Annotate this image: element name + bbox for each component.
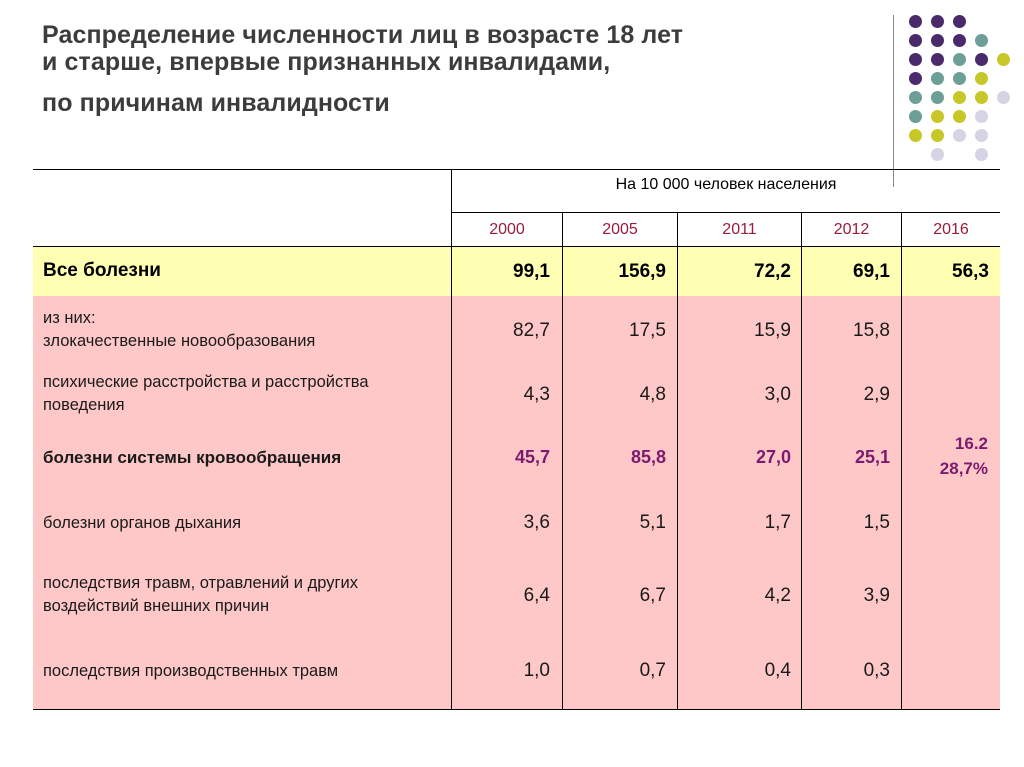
decorative-dot	[909, 53, 922, 66]
circulatory-2016	[902, 431, 988, 481]
injuries-2005: 6,7	[639, 585, 666, 606]
occupational-2011: 0,4	[764, 660, 791, 681]
table-bottom-border	[33, 709, 1000, 710]
total-value-2000: 99,1	[513, 261, 550, 282]
circulatory-2012: 25,1	[854, 447, 890, 467]
decorative-dot	[909, 15, 922, 28]
decorative-vertical-line	[893, 15, 894, 187]
circulatory-2016-value: 16.2	[954, 434, 988, 453]
decorative-dot	[953, 129, 966, 142]
units-header: На 10 000 человек населения	[615, 176, 837, 193]
respiratory-2011: 1,7	[764, 512, 791, 533]
total-value-2016: 56,3	[952, 261, 989, 282]
row-label-circulatory: болезни системы кровообращения	[43, 448, 342, 467]
row-label-respiratory: болезни органов дыхания	[43, 514, 241, 532]
decorative-dot	[909, 129, 922, 142]
decorative-dot	[931, 53, 944, 66]
neoplasms-2005: 17,5	[629, 320, 666, 341]
units-header-bottom-border	[451, 212, 1000, 213]
decorative-dot	[975, 53, 988, 66]
row-label-occupational-injuries: последствия производственных травм	[43, 662, 339, 680]
decorative-dot	[975, 129, 988, 142]
detail-rows-background	[33, 296, 1000, 709]
decorative-dot	[953, 34, 966, 47]
neoplasms-2012: 15,8	[853, 320, 890, 341]
occupational-2005: 0,7	[639, 660, 666, 681]
year-header-2005: 2005	[602, 221, 638, 238]
injuries-2012: 3,9	[863, 585, 890, 606]
total-value-2012: 69,1	[853, 261, 890, 282]
decorative-dot	[997, 53, 1010, 66]
total-value-2005: 156,9	[618, 261, 666, 282]
decorative-dot	[975, 148, 988, 161]
occupational-2000: 1,0	[523, 660, 550, 681]
mental-2005: 4,8	[639, 384, 666, 405]
decorative-dot	[909, 34, 922, 47]
title-line-1: Распределение численности лиц в возрасте 18 лет	[42, 21, 684, 49]
neoplasms-2000: 82,7	[513, 320, 550, 341]
injuries-2011: 4,2	[764, 585, 791, 606]
circulatory-2016-share: 28,7%	[939, 459, 988, 478]
total-row-label: Все болезни	[43, 260, 161, 281]
page-title	[42, 22, 832, 117]
decorative-dot	[931, 148, 944, 161]
year-header-2000: 2000	[489, 221, 525, 238]
decorative-dot	[975, 110, 988, 123]
row-label-injuries: последствия травм, отравлений и других воздействий внешних причин	[43, 574, 358, 615]
respiratory-2005: 5,1	[639, 512, 666, 533]
mental-2000: 4,3	[523, 384, 550, 405]
neoplasms-2011: 15,9	[754, 320, 791, 341]
respiratory-2012: 1,5	[863, 512, 890, 533]
year-header-2016: 2016	[933, 221, 969, 238]
mental-2012: 2,9	[863, 384, 890, 405]
title-line-3: по причинам инвалидности	[42, 89, 390, 117]
circulatory-2011: 27,0	[755, 447, 791, 467]
respiratory-2000: 3,6	[523, 512, 550, 533]
decorative-dot	[975, 34, 988, 47]
table-top-border	[33, 169, 1000, 170]
mental-2011: 3,0	[764, 384, 791, 405]
decorative-dot	[953, 91, 966, 104]
row-label-mental-disorders: психические расстройства и расстройства поведения	[43, 373, 369, 414]
circulatory-2000: 45,7	[514, 447, 550, 467]
total-value-2011: 72,2	[754, 261, 791, 282]
decorative-dot	[931, 72, 944, 85]
decorative-dot	[909, 110, 922, 123]
decorative-dot	[953, 110, 966, 123]
decorative-dot	[909, 72, 922, 85]
row-label-neoplasms: из них: злокачественные новообразования	[43, 309, 316, 350]
decorative-dot	[909, 91, 922, 104]
circulatory-2005: 85,8	[630, 447, 666, 467]
column-divider-label	[451, 169, 452, 710]
decorative-dot	[931, 34, 944, 47]
decorative-dot	[997, 91, 1010, 104]
title-line-2: и старше, впервые признанных инвалидами,	[42, 48, 611, 76]
decorative-dot	[975, 72, 988, 85]
decorative-dot	[953, 53, 966, 66]
years-header-bottom-border	[33, 246, 1000, 247]
year-header-2011: 2011	[722, 221, 757, 238]
year-header-2012: 2012	[833, 221, 870, 238]
decorative-dot	[931, 129, 944, 142]
decorative-dot	[931, 15, 944, 28]
decorative-dot	[931, 110, 944, 123]
decorative-dot	[953, 72, 966, 85]
decorative-dot	[931, 91, 944, 104]
injuries-2000: 6,4	[523, 585, 550, 606]
decorative-dot	[975, 91, 988, 104]
occupational-2012: 0,3	[863, 660, 890, 681]
decorative-dot	[953, 15, 966, 28]
